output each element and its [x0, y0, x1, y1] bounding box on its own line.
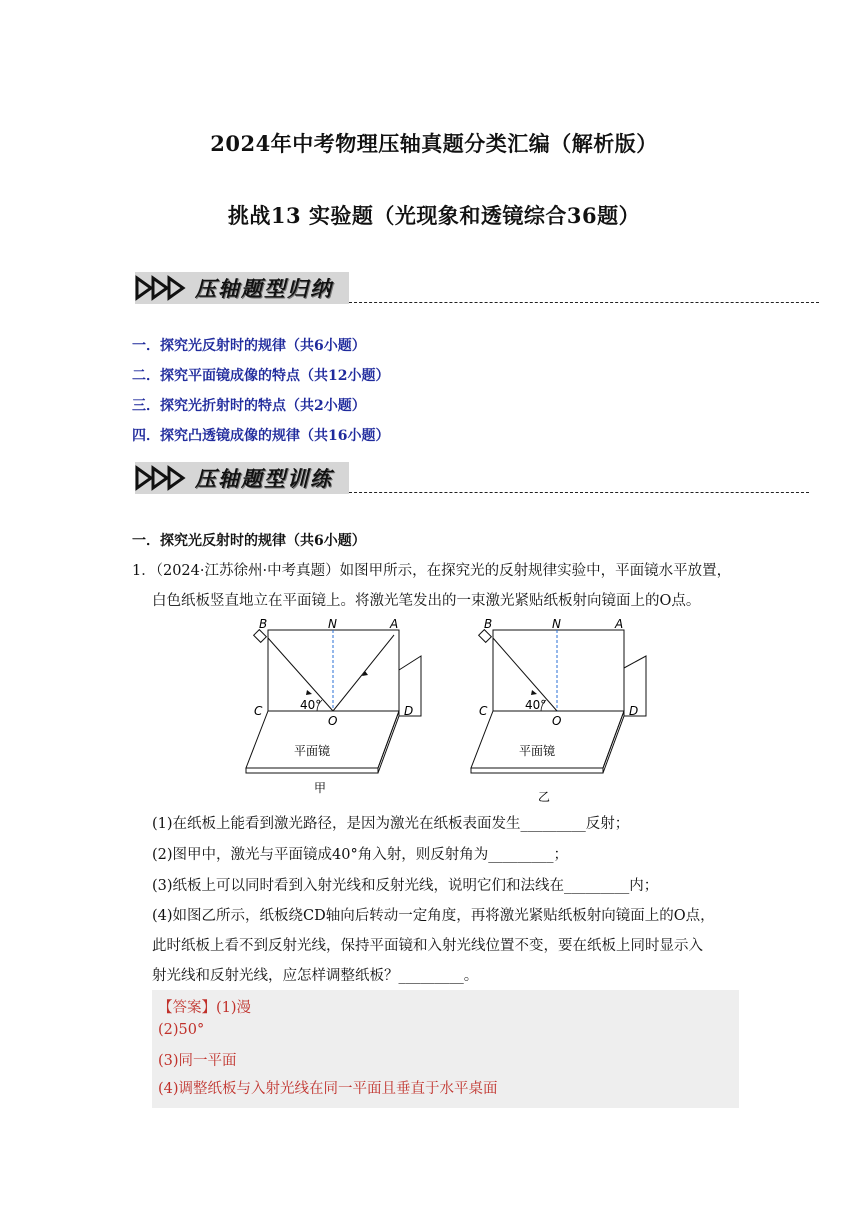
section-heading: 一．探究光反射时的规律（共6小题）: [132, 533, 366, 549]
sub-question-1: (1)在纸板上能看到激光路径，是因为激光在纸板表面发生_________反射；: [152, 816, 630, 832]
sub-question-3: (3)纸板上可以同时看到入射光线和反射光线，说明它们和法线在_________内；: [152, 878, 659, 894]
sub-question-4-line1: (4)如图乙所示，纸板绕CD轴向后转动一定角度，再将激光紧贴纸板射向镜面上的O点，: [152, 908, 715, 924]
label-O: O: [552, 714, 562, 728]
question-stem-line1: 1．（2024·江苏徐州·中考真题）如图甲所示，在探究光的反射规律实验中，平面镜水平放置，: [132, 563, 732, 579]
answer-2: (2)50°: [158, 1022, 205, 1038]
answer-4: (4)调整纸板与入射光线在同一平面且垂直于水平桌面: [158, 1081, 498, 1097]
banner-divider: [349, 492, 809, 493]
banner-summary: [135, 273, 333, 303]
label-O: O: [328, 714, 338, 728]
sub-question-4-line2: 此时纸板上看不到反射光线，保持平面镜和入射光线位置不变，要在纸板上同时显示入: [152, 938, 703, 954]
banner-training-label: 压轴题型训练: [195, 466, 333, 491]
label-B: B: [484, 618, 493, 631]
triple-arrow-icon: [135, 275, 189, 301]
sub-question-4-line3: 射光线和反射光线，应怎样调整纸板？_________。: [152, 968, 479, 984]
figure-right: [471, 630, 646, 773]
sub-question-2: (2)图甲中，激光与平面镜成40°角入射，则反射角为_________；: [152, 847, 568, 863]
label-D: D: [629, 704, 639, 718]
answer-1: 【答案】(1)漫: [158, 1000, 252, 1016]
label-C: C: [254, 704, 263, 718]
document-title: 2024年中考物理压轴真题分类汇编（解析版）: [210, 131, 658, 156]
label-B: B: [259, 618, 268, 631]
label-mirror: 平面镜: [294, 744, 331, 758]
banner-summary-label: 压轴题型归纳: [195, 276, 333, 301]
banner-divider: [349, 302, 819, 303]
toc-item-4[interactable]: 四．探究凸透镜成像的规律（共16小题）: [132, 428, 390, 444]
document-subtitle: 挑战13 实验题（光现象和透镜综合36题）: [227, 203, 641, 228]
caption-right: 乙: [538, 790, 551, 804]
caption-left: 甲: [314, 781, 327, 795]
question-stem-line2: 白色纸板竖直地立在平面镜上。将激光笔发出的一束激光紧贴纸板射向镜面上的O点。: [152, 593, 701, 609]
answer-3: (3)同一平面: [158, 1053, 237, 1069]
figure-left: [246, 630, 421, 773]
banner-training: [135, 463, 333, 493]
triple-arrow-icon: [135, 465, 189, 491]
label-C: C: [479, 704, 488, 718]
toc-item-2[interactable]: 二．探究平面镜成像的特点（共12小题）: [132, 368, 390, 384]
label-mirror: 平面镜: [519, 744, 556, 758]
toc-item-1[interactable]: 一．探究光反射时的规律（共6小题）: [132, 338, 366, 354]
toc-item-3[interactable]: 三．探究光折射时的特点（共2小题）: [132, 398, 366, 414]
label-N: N: [328, 618, 337, 631]
label-angle: 40°: [525, 698, 547, 712]
reflection-figure: [244, 618, 664, 804]
label-A: A: [615, 618, 624, 631]
label-A: A: [390, 618, 399, 631]
label-angle: 40°: [300, 698, 322, 712]
label-N: N: [552, 618, 561, 631]
label-D: D: [404, 704, 414, 718]
